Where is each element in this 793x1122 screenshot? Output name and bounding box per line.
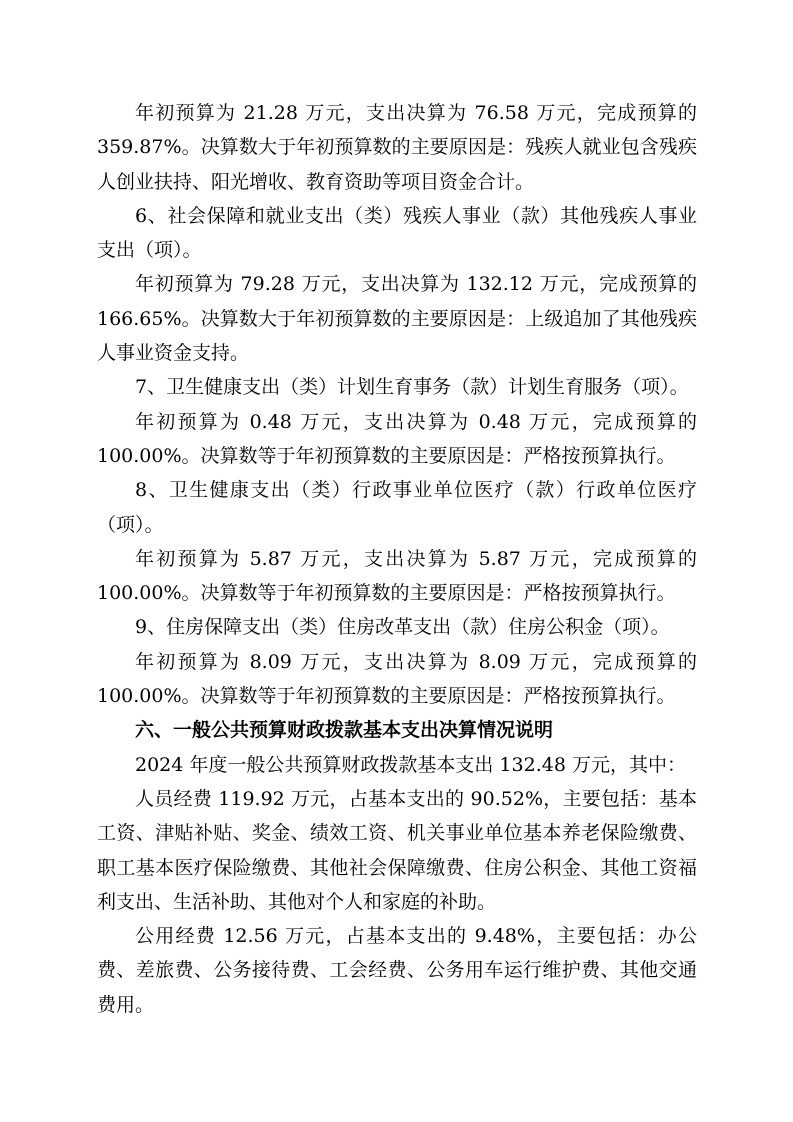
item-9-heading: 9、住房保障支出（类）住房改革支出（款）住房公积金（项）。: [135, 616, 670, 639]
paragraph-item-8-budget: 年初预算为 5.87 万元，支出决算为 5.87 万元，完成预算的 100.00%。决算数等于年初预算数的主要原因是：严格按预算执行。: [97, 547, 697, 605]
section-6-heading: 六、一般公共预算财政拨款基本支出决算情况说明: [135, 719, 554, 742]
paragraph-basic-expenditure-total: 2024 年度一般公共预算财政拨款基本支出 132.48 万元，其中：: [135, 753, 686, 776]
paragraph-item-7-budget: 年初预算为 0.48 万元，支出决算为 0.48 万元，完成预算的 100.00%。决算数等于年初预算数的主要原因是：严格按预算执行。: [97, 410, 697, 467]
item-7-heading: 7、卫生健康支出（类）计划生育事务（款）计划生育服务（项）。: [135, 376, 689, 399]
paragraph-public-expenses: 公用经费 12.56 万元，占基本支出的 9.48%，主要包括：办公费、差旅费、公务接待费、工会经费、公务用车运行维护费、其他交通费用。: [97, 925, 697, 1016]
paragraph-item-9-budget: 年初预算为 8.09 万元，支出决算为 8.09 万元，完成预算的 100.00%。决算数等于年初预算数的主要原因是：严格按预算执行。: [97, 650, 697, 708]
item-8-heading: 8、卫生健康支出（类）行政事业单位医疗（款）行政单位医疗（项）。: [97, 479, 697, 536]
paragraph-item-6-budget: 年初预算为 79.28 万元，支出决算为 132.12 万元，完成预算的 166.65%。决算数大于年初预算数的主要原因是：上级追加了其他残疾人事业资金支持。: [97, 273, 697, 365]
paragraph-personnel-expenses: 人员经费 119.92 万元，占基本支出的 90.52%，主要包括：基本工资、津贴补贴、奖金、绩效工资、机关事业单位基本养老保险缴费、职工基本医疗保险缴费、其他社会保障缴费、住房公积金、其他工资福利支出、生活补助、其他对个人和家庭的补助。: [97, 787, 697, 913]
paragraph-disabled-employment-budget: 年初预算为 21.28 万元，支出决算为 76.58 万元，完成预算的 359.87%。决算数大于年初预算数的主要原因是：残疾人就业包含残疾人创业扶持、阳光增收、教育资助等项目资金合计。: [97, 102, 697, 193]
item-6-heading: 6、社会保障和就业支出（类）残疾人事业（款）其他残疾人事业支出（项）。: [97, 204, 697, 262]
